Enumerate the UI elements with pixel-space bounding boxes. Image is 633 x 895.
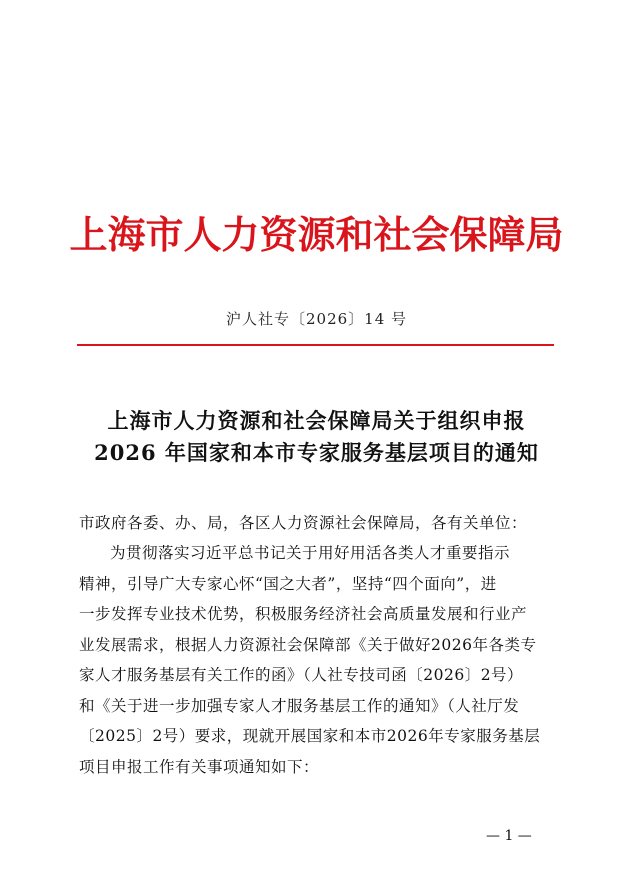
issuer-header: 上海市人力资源和社会保障局: [69, 212, 564, 257]
body-line: 项目申报工作有关事项通知如下：: [79, 757, 320, 776]
notice-title-line-2: 2026 年国家和本市专家服务基层项目的通知: [94, 440, 539, 465]
salutation: 市政府各委、办、局，各区人力资源社会保障局，各有关单位：: [79, 514, 528, 532]
body-line: 精神，引导广大专家心怀“国之大者”，坚持“四个面向”，进: [79, 574, 497, 593]
body-line: 和《关于进一步加强专家人才服务基层工作的通知》（人社厅发: [79, 696, 520, 715]
page-number: — 1 —: [486, 828, 532, 844]
red-divider-line: [77, 344, 554, 346]
body-line: 为贯彻落实习近平总书记关于用好用活各类人才重要指示: [110, 544, 511, 562]
notice-title: [40, 405, 593, 469]
body-line: 〔2025〕2号）要求，现就开展国家和本市2026年专家服务基层: [79, 727, 541, 745]
document-number: 沪人社专〔2026〕14 号: [225, 310, 408, 328]
body-line: 家人才服务基层有关工作的函》（人社专技司函〔2026〕2号）: [79, 666, 524, 684]
body-paragraph: [79, 538, 559, 782]
body-line: 业发展需求，根据人力资源社会保障部《关于做好2026年各类专: [79, 635, 537, 654]
body-line: 一步发挥专业技术优势，积极服务经济社会高质量发展和行业产: [79, 605, 528, 623]
notice-title-line-1: 上海市人力资源和社会保障局关于组织申报: [107, 408, 526, 433]
